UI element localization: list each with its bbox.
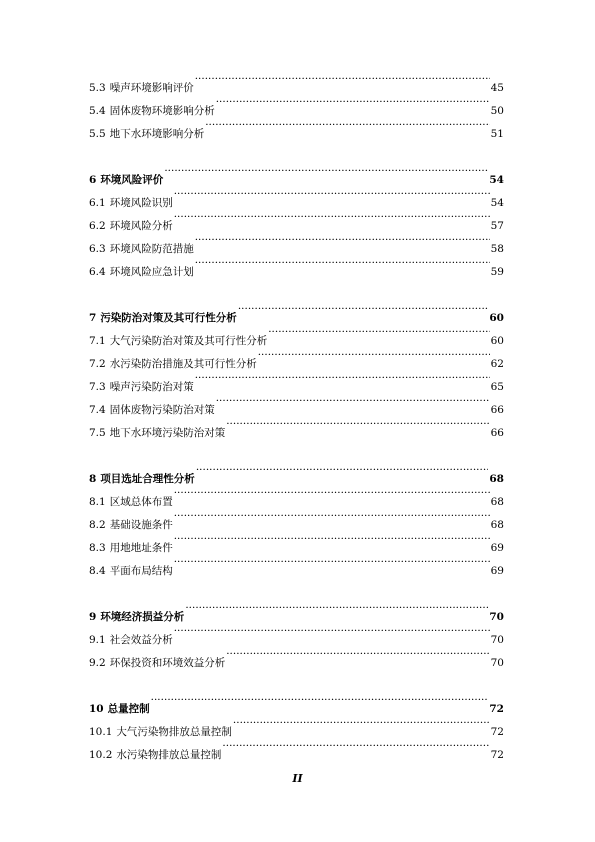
toc-entry-number: 6.2: [89, 220, 106, 232]
toc-entry-title: 环境风险评价: [100, 174, 164, 186]
toc-entry-number: 5.3: [89, 82, 106, 94]
toc-entry-number: 10.1: [89, 726, 113, 738]
toc-entry-title: 固体废物污染防治对策: [109, 404, 215, 416]
dot-leader: [216, 91, 490, 114]
dot-leader: [174, 206, 490, 229]
toc-entry-number: 8.3: [89, 542, 106, 554]
dot-leader: [268, 321, 489, 344]
toc-entry-number: 6.4: [89, 266, 106, 278]
toc-entry-page: 70: [490, 657, 504, 669]
dot-leader: [174, 183, 490, 206]
toc-section: [89, 459, 504, 577]
toc-entry-title: 平面布局结构: [109, 565, 173, 577]
toc-entry-number: 7.4: [89, 404, 106, 416]
dot-leader: [174, 528, 490, 551]
dot-leader: [226, 413, 489, 436]
toc-entry-title: 地下水环境污染防治对策: [109, 427, 226, 439]
dot-leader: [185, 597, 488, 620]
toc-entry-number: 8.4: [89, 565, 106, 577]
dot-leader: [164, 160, 488, 183]
toc-entry-title: 大气污染物排放总量控制: [116, 726, 232, 738]
dot-leader: [222, 735, 489, 758]
toc-entry-title: 总量控制: [107, 703, 150, 715]
toc-entry[interactable]: [89, 712, 504, 738]
toc-entry-number: 7: [89, 312, 97, 324]
toc-section: [89, 597, 504, 669]
toc-chapter-entry[interactable]: [89, 459, 504, 485]
toc-entry-page: 62: [490, 358, 504, 370]
toc-entry-title: 环境经济损益分析: [100, 611, 185, 623]
toc-entry-title: 大气污染防治对策及其可行性分析: [109, 335, 268, 347]
dot-leader: [205, 114, 489, 137]
toc-entry-number: 9.2: [89, 657, 106, 669]
dot-leader: [226, 643, 489, 666]
toc-entry-number: 8: [89, 473, 97, 485]
toc-entry-page: 45: [490, 82, 504, 94]
toc-entry-number: 5.4: [89, 105, 106, 117]
toc-entry-page: 70: [489, 611, 504, 623]
toc-entry-page: 69: [490, 542, 504, 554]
toc-entry-page: 70: [490, 634, 504, 646]
toc-entry-page: 57: [490, 220, 504, 232]
toc-entry-number: 7.1: [89, 335, 106, 347]
toc-entry-page: 72: [490, 749, 504, 761]
toc-entry-page: 50: [490, 105, 504, 117]
toc-entry-title: 噪声污染防治对策: [109, 381, 194, 393]
toc-chapter-entry[interactable]: [89, 597, 504, 623]
toc-entry-number: 8.2: [89, 519, 106, 531]
toc-entry-number: 6.1: [89, 197, 106, 209]
toc-entry-title: 环境风险分析: [109, 220, 173, 232]
toc-section: [89, 298, 504, 439]
toc-entry-title: 固体废物环境影响分析: [109, 105, 215, 117]
toc-entry-page: 69: [490, 565, 504, 577]
toc-entry-title: 污染防治对策及其可行性分析: [100, 312, 237, 324]
toc-entry-page: 58: [490, 243, 504, 255]
toc-entry-number: 7.3: [89, 381, 106, 393]
toc-entry-number: 6: [89, 174, 97, 186]
toc-chapter-entry[interactable]: [89, 298, 504, 324]
toc-entry-page: 51: [490, 128, 504, 140]
dot-leader: [216, 390, 490, 413]
dot-leader: [196, 459, 489, 482]
toc-entry-title: 环保投资和环境效益分析: [109, 657, 226, 669]
toc-entry-title: 噪声环境影响评价: [109, 82, 194, 94]
toc-entry-number: 9: [89, 611, 97, 623]
toc-entry-page: 54: [489, 174, 504, 186]
toc-entry-page: 59: [490, 266, 504, 278]
toc-entry[interactable]: [89, 68, 504, 94]
dot-leader: [174, 505, 490, 528]
dot-leader: [238, 298, 489, 321]
toc-entry-number: 7.2: [89, 358, 106, 370]
toc-entry-page: 72: [490, 726, 504, 738]
toc-entry-number: 5.5: [89, 128, 106, 140]
dot-leader: [174, 482, 490, 505]
dot-leader: [195, 367, 490, 390]
toc-entry-page: 66: [490, 427, 504, 439]
toc-section: [89, 160, 504, 278]
dot-leader: [151, 689, 489, 712]
toc-entry-page: 68: [489, 473, 504, 485]
toc-entry-number: 7.5: [89, 427, 106, 439]
toc-entry-number: 8.1: [89, 496, 106, 508]
dot-leader: [233, 712, 490, 735]
toc-section: [89, 689, 504, 761]
toc-entry-page: 60: [490, 335, 504, 347]
toc-entry-title: 水污染防治措施及其可行性分析: [109, 358, 257, 370]
toc-section: [89, 68, 504, 140]
toc-entry-title: 社会效益分析: [109, 634, 173, 646]
toc-entry-page: 68: [490, 496, 504, 508]
toc-entry-number: 10: [89, 703, 104, 715]
dot-leader: [258, 344, 490, 367]
dot-leader: [174, 551, 490, 574]
toc-entry-page: 68: [490, 519, 504, 531]
dot-leader: [195, 68, 490, 91]
toc-entry-page: 72: [489, 703, 504, 715]
toc-entry-title: 环境风险应急计划: [109, 266, 194, 278]
toc-entry-title: 水污染物排放总量控制: [116, 749, 222, 761]
dot-leader: [195, 229, 490, 252]
toc-entry-number: 9.1: [89, 634, 106, 646]
toc-entry-page: 60: [489, 312, 504, 324]
table-of-contents: [89, 68, 504, 761]
toc-chapter-entry[interactable]: [89, 689, 504, 715]
toc-entry-number: 6.3: [89, 243, 106, 255]
dot-leader: [174, 620, 490, 643]
toc-entry-title: 环境风险防范措施: [109, 243, 194, 255]
toc-entry-page: 66: [490, 404, 504, 416]
toc-chapter-entry[interactable]: [89, 160, 504, 186]
toc-entry-title: 基础设施条件: [109, 519, 173, 531]
footer-page-number: II: [292, 772, 303, 785]
toc-entry-title: 区域总体布置: [109, 496, 173, 508]
toc-entry-title: 环境风险识别: [109, 197, 173, 209]
toc-entry-title: 地下水环境影响分析: [109, 128, 205, 140]
toc-entry-title: 用地地址条件: [109, 542, 173, 554]
toc-entry-number: 10.2: [89, 749, 113, 761]
dot-leader: [195, 252, 490, 275]
toc-entry-page: 54: [490, 197, 504, 209]
toc-entry-page: 65: [490, 381, 504, 393]
toc-entry-title: 项目选址合理性分析: [100, 473, 195, 485]
